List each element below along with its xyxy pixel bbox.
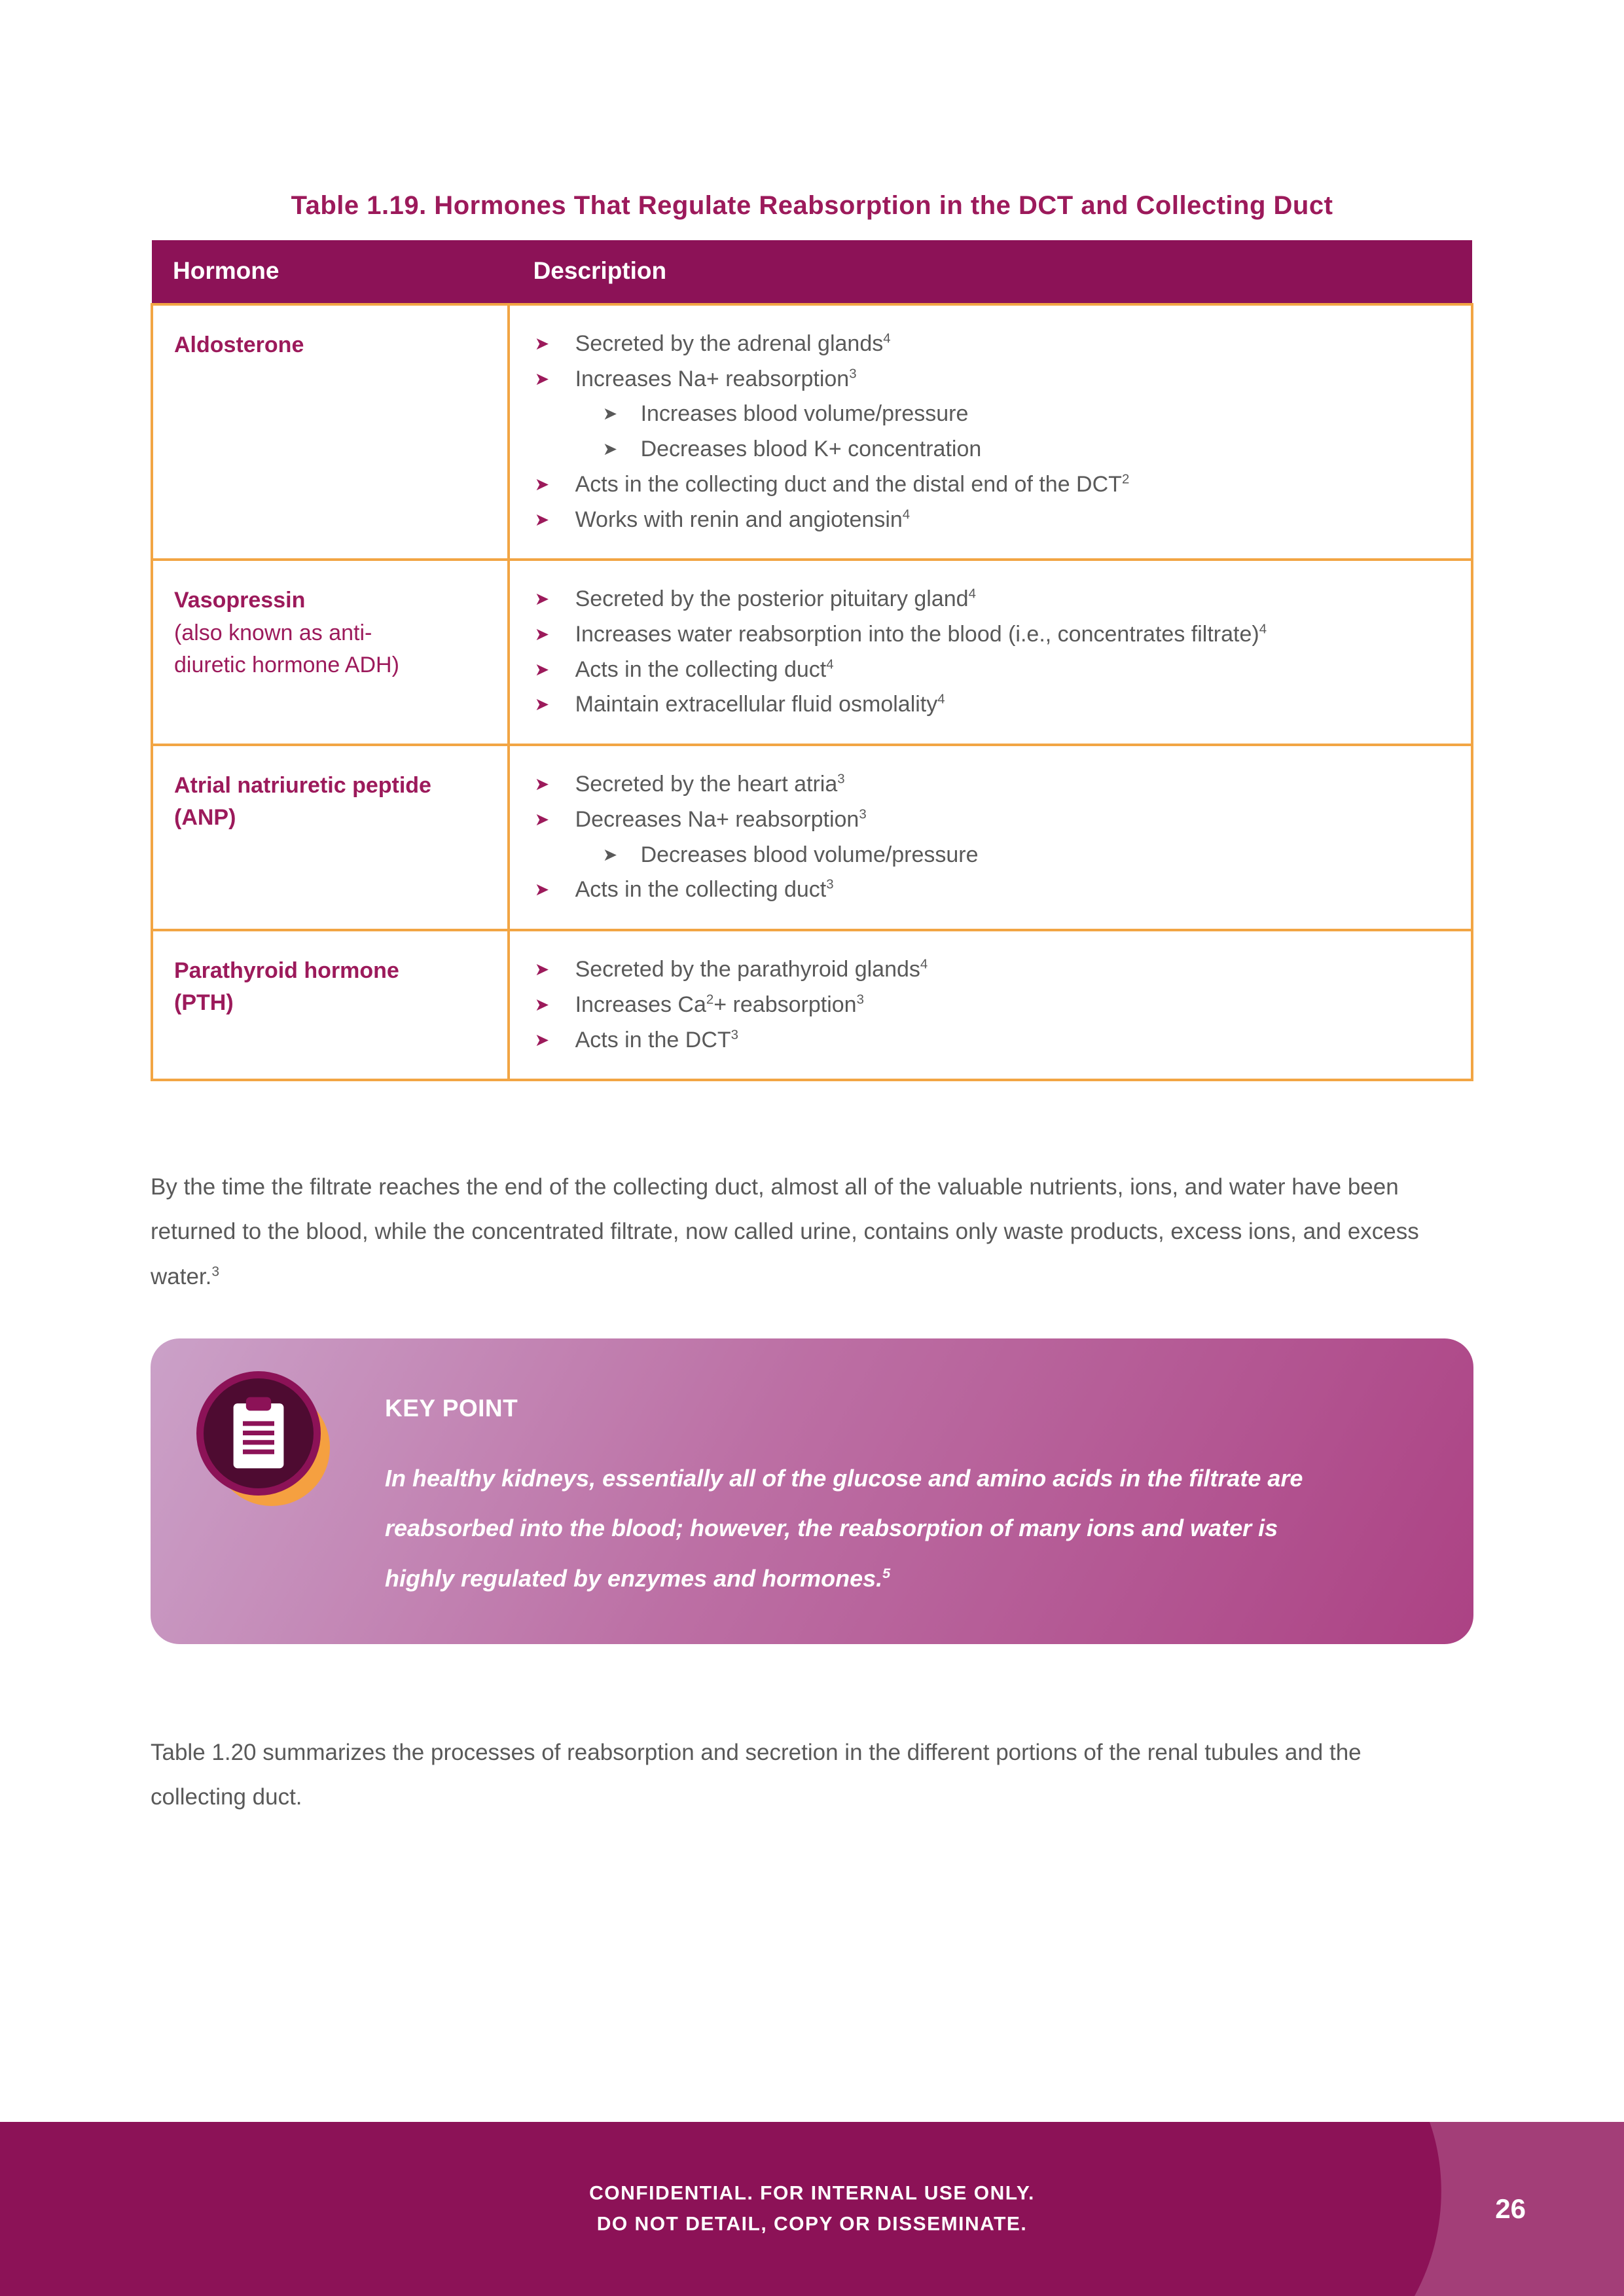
bullet-arrow-icon: ➤ [534, 994, 550, 1014]
bullet-arrow-icon: ➤ [602, 844, 618, 865]
clipboard-glyph [232, 1395, 285, 1471]
column-header-hormone: Hormone [152, 240, 509, 304]
list-item [535, 503, 1451, 538]
body-paragraph: Table 1.20 summarizes the processes of reabsorption and secretion in the different portions of the renal tubules and the collecting duct. [151, 1739, 1362, 1810]
bullet-arrow-icon: ➤ [534, 334, 550, 353]
bullet-arrow-icon: ➤ [534, 1030, 550, 1050]
hormone-subtitle: (also known as anti-diuretic hormone ADH) [174, 620, 399, 677]
list-item [535, 872, 1451, 908]
list-item-text: Decreases blood volume/pressure [640, 842, 979, 867]
list-item [535, 988, 1451, 1023]
bullet-arrow-icon: ➤ [602, 404, 618, 424]
page-number: 26 [1495, 2193, 1526, 2224]
hormone-name: Aldosterone [174, 332, 304, 357]
bullet-arrow-icon: ➤ [534, 474, 550, 494]
confidentiality-line-2: DO NOT DETAIL, COPY OR DISSEMINATE. [596, 2213, 1028, 2234]
page-footer [0, 2122, 1624, 2296]
description-cell [509, 745, 1472, 930]
column-header-description: Description [509, 240, 1472, 304]
bullet-arrow-icon: ➤ [534, 624, 550, 645]
list-item-nested [535, 432, 1451, 467]
list-item-text: Decreases Na+ reabsorption$^3$ [575, 806, 867, 832]
table-row [152, 930, 1472, 1080]
list-item [535, 653, 1451, 688]
list-item-text: Increases Na+ reabsorption$^3$ [575, 366, 857, 391]
body-paragraph: By the time the filtrate reaches the end of the collecting duct, almost all of the valuable nutrients, ions, and water have been returned to the blood, while the concentrated filtrate, now called urine, contains only waste products, excess ions, and excess water.$^3$ [151, 1174, 1419, 1289]
list-item [535, 952, 1451, 988]
hormone-cell [152, 930, 509, 1080]
hormone-name: Vasopressin [174, 588, 306, 613]
description-cell [509, 930, 1472, 1080]
list-item-nested [535, 838, 1451, 873]
list-item-text: Acts in the DCT$^3$ [575, 1027, 738, 1052]
list-item-nested [535, 397, 1451, 432]
list-item-text: Maintain extracellular fluid osmolality$^4$ [575, 692, 945, 717]
hormone-cell [152, 560, 509, 745]
key-point-heading: KEY POINT [385, 1394, 518, 1422]
list-item [535, 687, 1451, 723]
bullet-arrow-icon: ➤ [534, 509, 550, 529]
hormone-cell [152, 304, 509, 560]
page-title: Table 1.19. Hormones That Regulate Reabsorption in the DCT and Collecting Duct [291, 191, 1333, 220]
table-header-row [152, 240, 1472, 304]
list-item-text: Acts in the collecting duct$^4$ [575, 656, 834, 682]
bullet-arrow-icon: ➤ [534, 880, 550, 900]
list-item-text: Works with renin and angiotensin$^4$ [575, 507, 911, 532]
list-item-text: Secreted by the posterior pituitary gland$^4$ [575, 586, 976, 612]
bullet-arrow-icon: ➤ [534, 589, 550, 609]
list-item-text: Increases blood volume/pressure [640, 401, 969, 427]
confidentiality-line-1: CONFIDENTIAL. FOR INTERNAL USE ONLY. [589, 2182, 1035, 2204]
list-item [535, 467, 1451, 503]
list-item-text: Increases $Ca^2+$ reabsorption$^3$ [575, 992, 864, 1017]
key-point-body: In healthy kidneys, essentially all of the glucose and amino acids in the filtrate are reabsorbed into the blood; however, the reabsorption of many ions and water is highly regulated by enzymes and hormones.$^5$ [385, 1464, 1303, 1592]
hormone-name: Atrial natriuretic peptide (ANP) [174, 773, 431, 831]
list-item [535, 1023, 1451, 1058]
bullet-arrow-icon: ➤ [534, 774, 550, 795]
list-item-text: Decreases blood K+ concentration [640, 437, 982, 462]
list-item-text: Acts in the collecting duct and the distal end of the DCT$^2$ [575, 471, 1130, 497]
list-item-text: Secreted by the heart atria$^3$ [575, 772, 845, 797]
clipboard-icon [195, 1370, 385, 1507]
list-item-text: Acts in the collecting duct$^3$ [575, 877, 834, 903]
key-point-text-block [385, 1370, 1421, 1604]
bullet-arrow-icon: ➤ [534, 659, 550, 679]
bullet-arrow-icon: ➤ [534, 960, 550, 980]
list-item [535, 617, 1451, 653]
table-row [152, 560, 1472, 745]
bullet-arrow-icon: ➤ [602, 439, 618, 459]
hormone-cell [152, 745, 509, 930]
hormone-name: Parathyroid hormone (PTH) [174, 958, 399, 1016]
bullet-arrow-icon: ➤ [534, 809, 550, 829]
bullet-arrow-icon: ➤ [534, 368, 550, 389]
hormone-table [151, 240, 1473, 1081]
list-item-text: Secreted by the adrenal glands$^4$ [575, 331, 891, 356]
list-item [535, 802, 1451, 838]
bullet-arrow-icon: ➤ [534, 694, 550, 715]
key-point-callout [151, 1338, 1473, 1644]
list-item [535, 767, 1451, 802]
list-item [535, 582, 1451, 617]
list-item-text: Increases water reabsorption into the blood (i.e., concentrates filtrate)$^4$ [575, 622, 1267, 647]
confidentiality-notice [0, 2179, 1624, 2240]
description-cell [509, 560, 1472, 745]
table-row [152, 745, 1472, 930]
list-item [535, 362, 1451, 397]
list-item [535, 327, 1451, 362]
table-row [152, 304, 1472, 560]
list-item-text: Secreted by the parathyroid glands$^4$ [575, 957, 928, 982]
description-cell [509, 304, 1472, 560]
